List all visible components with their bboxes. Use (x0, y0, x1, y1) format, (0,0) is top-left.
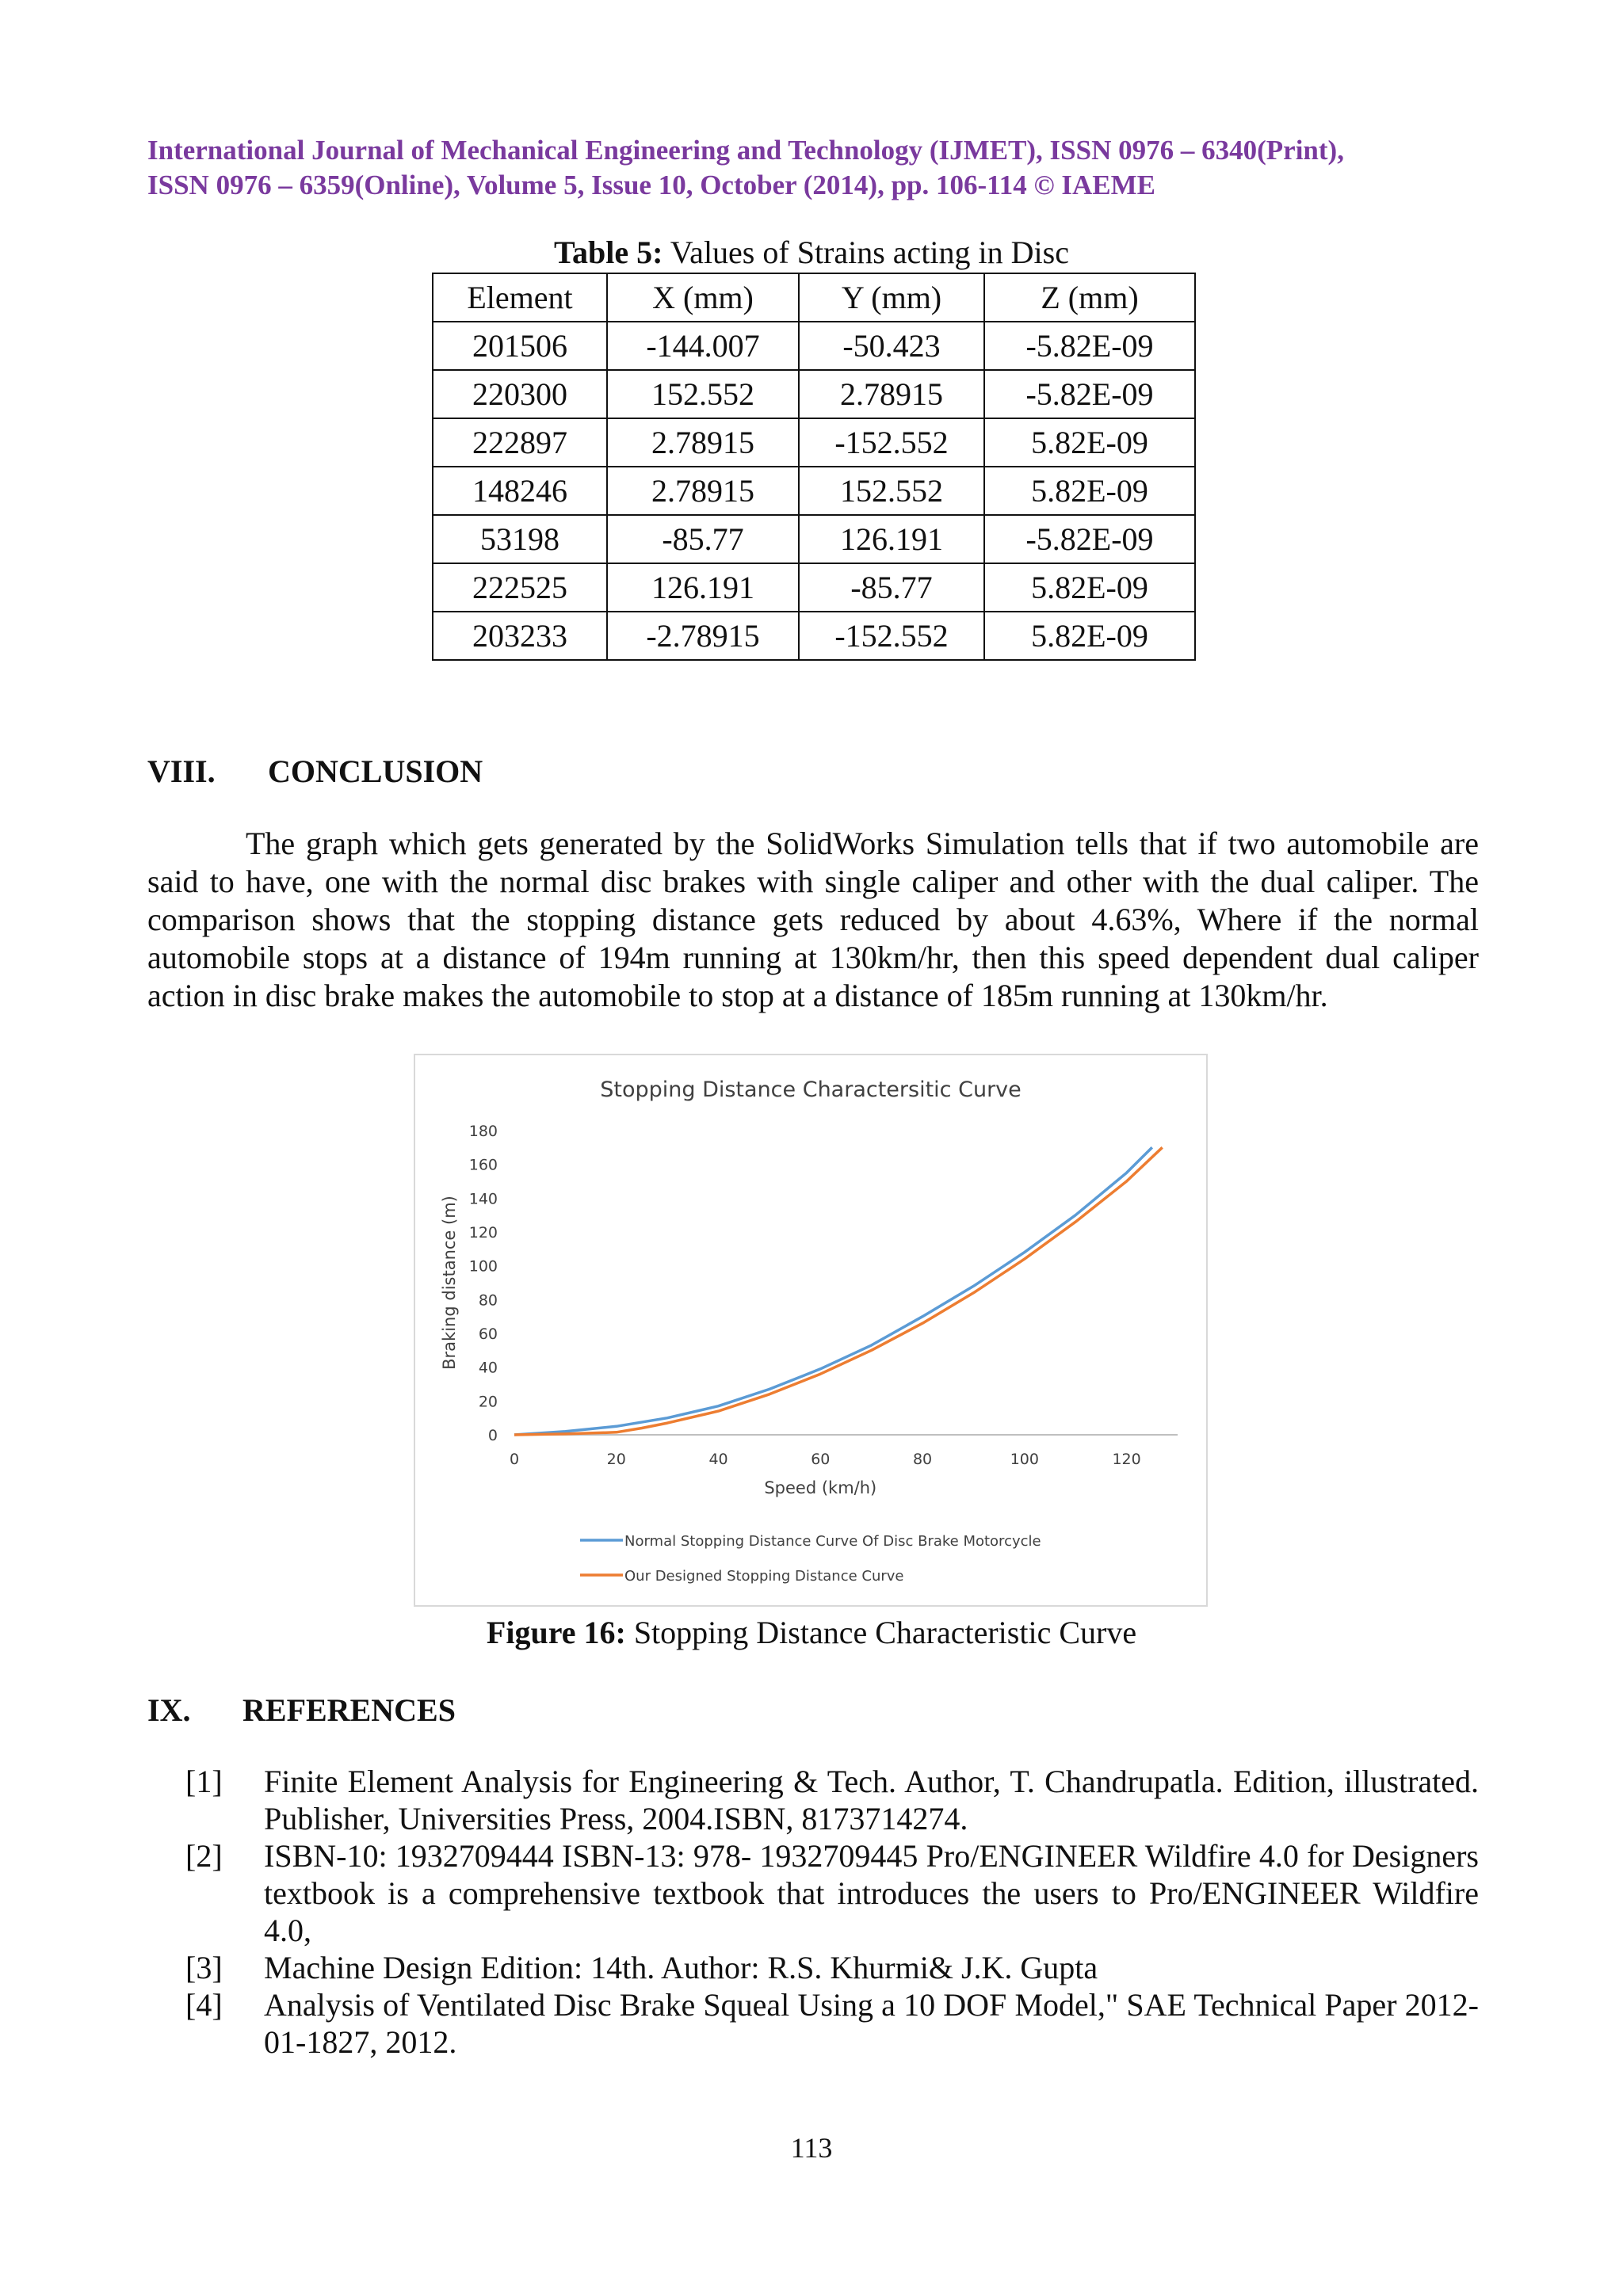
table-cell: 2.78915 (607, 467, 799, 515)
x-tick-label: 40 (708, 1451, 728, 1468)
reference-item (147, 1763, 1479, 1837)
y-tick-label: 60 (478, 1325, 498, 1343)
y-tick-label: 40 (478, 1359, 498, 1377)
table-cell: 220300 (433, 370, 607, 418)
table-cell: -5.82E-09 (984, 515, 1195, 563)
table-row (433, 612, 1195, 660)
y-axis-label: Braking distance (m) (440, 1196, 459, 1370)
table-header-row (433, 273, 1195, 322)
chart-canvas (415, 1055, 1206, 1605)
table-cell: 222897 (433, 418, 607, 467)
table-cell: -152.552 (799, 418, 984, 467)
table-cell: 5.82E-09 (984, 563, 1195, 612)
x-tick-label: 60 (811, 1451, 831, 1468)
reference-text: Finite Element Analysis for Engineering & Tech. Author, T. Chandrupatla. Edition, illustrated. Publisher, Universities Press, 2004.ISBN, 8173714274. (264, 1764, 1479, 1836)
table-cell: -2.78915 (607, 612, 799, 660)
reference-number: [4] (185, 1987, 223, 2023)
table-row (433, 515, 1195, 563)
table-cell: 148246 (433, 467, 607, 515)
series-lines (514, 1147, 1163, 1435)
figure-caption (0, 1614, 1623, 1651)
table-cell: 2.78915 (607, 418, 799, 467)
table-cell: 126.191 (607, 563, 799, 612)
table-cell: 222525 (433, 563, 607, 612)
y-tick-label: 180 (468, 1123, 498, 1140)
y-tick-label: 0 (487, 1427, 498, 1444)
chart-title: Stopping Distance Charactersitic Curve (600, 1077, 1022, 1102)
reference-item (147, 1949, 1479, 1986)
table-row (433, 370, 1195, 418)
references-list (147, 1763, 1479, 2061)
figure-caption-label: Figure 16: (486, 1615, 626, 1650)
section-title: CONCLUSION (268, 753, 483, 789)
table-row (433, 467, 1195, 515)
table-cell: -5.82E-09 (984, 370, 1195, 418)
table-cell: 2.78915 (799, 370, 984, 418)
conclusion-paragraph: The graph which gets generated by the SolidWorks Simulation tells that if two automobile are said to have, one with the normal disc brakes with single caliper and other with the dual caliper. The comparison shows that the stopping distance gets reduced by about 4.63%, Where if the normal automobile stops at a distance of 194m running at 130km/hr, then this speed dependent dual caliper action in disc brake makes the automobile to stop at a distance of 185m running at 130km/hr. (147, 826, 1479, 1013)
table-cell: 5.82E-09 (984, 418, 1195, 467)
table-cell: 126.191 (799, 515, 984, 563)
legend-label: Our Designed Stopping Distance Curve (624, 1568, 904, 1585)
x-tick-label: 120 (1112, 1451, 1141, 1468)
table-cell: 152.552 (799, 467, 984, 515)
table-caption-label: Table 5: (554, 235, 663, 270)
series-line (514, 1147, 1152, 1435)
x-tick-label: 0 (509, 1451, 520, 1468)
y-tick-label: 140 (468, 1190, 498, 1208)
journal-header (147, 133, 1479, 203)
y-tick-label: 20 (478, 1393, 498, 1411)
chart-legend (580, 1533, 1041, 1585)
journal-header-line2: ISSN 0976 – 6359(Online), Volume 5, Issue 10, October (2014), pp. 106-114 © IAEME (147, 170, 1155, 200)
references-heading (147, 1691, 456, 1729)
column-header: X (mm) (607, 273, 799, 322)
table-cell: 53198 (433, 515, 607, 563)
reference-item (147, 1837, 1479, 1949)
table-cell: -5.82E-09 (984, 322, 1195, 370)
reference-number: [2] (185, 1838, 223, 1874)
x-axis-ticks (510, 1451, 1141, 1468)
stopping-distance-chart (414, 1054, 1208, 1607)
column-header: Y (mm) (799, 273, 984, 322)
y-tick-label: 80 (478, 1291, 498, 1310)
table-row (433, 563, 1195, 612)
series-line (514, 1147, 1163, 1435)
reference-text: Machine Design Edition: 14th. Author: R.S. Khurmi& J.K. Gupta (264, 1950, 1098, 1985)
section-title: REFERENCES (242, 1692, 456, 1728)
x-tick-label: 80 (912, 1451, 933, 1468)
conclusion-heading (147, 753, 483, 790)
table-row (433, 322, 1195, 370)
y-axis-ticks (469, 1123, 498, 1444)
legend-label: Normal Stopping Distance Curve Of Disc Brake Motorcycle (624, 1533, 1041, 1550)
figure-caption-text: Stopping Distance Characteristic Curve (625, 1615, 1137, 1650)
section-number: IX. (147, 1692, 191, 1728)
table-cell: 152.552 (607, 370, 799, 418)
section-number: VIII. (147, 753, 216, 789)
journal-header-line1: International Journal of Mechanical Engineering and Technology (IJMET), ISSN 0976 – 6340(Print), (147, 135, 1344, 166)
table-caption (0, 234, 1623, 271)
strains-table (432, 273, 1196, 661)
table-cell: -152.552 (799, 612, 984, 660)
table-row (433, 418, 1195, 467)
table-cell: 201506 (433, 322, 607, 370)
x-tick-label: 100 (1010, 1451, 1039, 1468)
table-caption-text: Values of Strains acting in Disc (663, 235, 1069, 270)
table-cell: -144.007 (607, 322, 799, 370)
table-cell: -50.423 (799, 322, 984, 370)
reference-text: Analysis of Ventilated Disc Brake Squeal Using a 10 DOF Model," SAE Technical Paper 2012-01-1827, 2012. (264, 1987, 1479, 2060)
table-cell: 5.82E-09 (984, 467, 1195, 515)
column-header: Z (mm) (984, 273, 1195, 322)
column-header: Element (433, 273, 607, 322)
table-cell: 203233 (433, 612, 607, 660)
reference-text: ISBN-10: 1932709444 ISBN-13: 978- 1932709445 Pro/ENGINEER Wildfire 4.0 for Designers textbook is a comprehensive textbook that introduces the users to Pro/ENGINEER Wildfire 4.0, (264, 1838, 1479, 1948)
y-tick-label: 160 (468, 1156, 498, 1174)
y-tick-label: 120 (468, 1224, 498, 1241)
x-axis-label: Speed (km/h) (764, 1478, 877, 1497)
x-tick-label: 20 (606, 1451, 626, 1468)
reference-item (147, 1986, 1479, 2061)
reference-number: [3] (185, 1950, 223, 1985)
page-number: 113 (790, 2132, 833, 2164)
reference-number: [1] (185, 1764, 223, 1799)
table-cell: -85.77 (799, 563, 984, 612)
table-cell: -85.77 (607, 515, 799, 563)
table-cell: 5.82E-09 (984, 612, 1195, 660)
y-tick-label: 100 (468, 1257, 498, 1276)
